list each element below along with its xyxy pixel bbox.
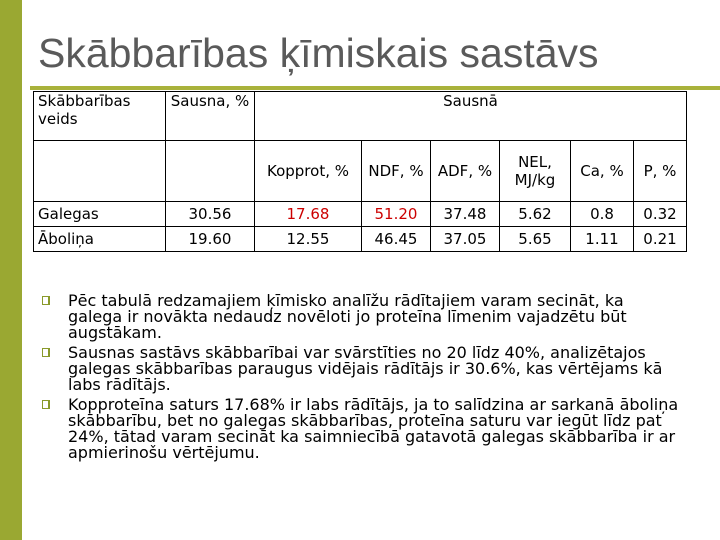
slide-title: Skābbarības ķīmiskais sastāvs <box>38 30 599 76</box>
cell-p: 0.21 <box>634 227 687 252</box>
header-nel: NEL, MJ/kg <box>500 141 571 202</box>
cell-ca: 0.8 <box>571 202 634 227</box>
cell-nel: 5.65 <box>500 227 571 252</box>
bullet-list <box>42 293 682 465</box>
cell-dry-matter: 19.60 <box>166 227 255 252</box>
table-row <box>34 227 687 252</box>
cell-ndf: 51.20 <box>362 202 431 227</box>
square-bullet-icon <box>42 348 50 357</box>
list-item <box>42 345 682 393</box>
cell-ca: 1.11 <box>571 227 634 252</box>
composition-table <box>33 91 687 252</box>
empty-cell <box>34 141 166 202</box>
bullet-text: Sausnas sastāvs skābbarībai var svārstīties no 20 līdz 40%, analizētajos galegas skābbarības paraugus vidējais rādītājs ir 30.6%, kas vērtējams kā labs rādītājs. <box>68 343 663 394</box>
header-ca: Ca, % <box>571 141 634 202</box>
table-header-row <box>34 92 687 141</box>
cell-crude-protein: 12.55 <box>255 227 362 252</box>
table-row <box>34 202 687 227</box>
list-item <box>42 293 682 341</box>
header-crude-protein: Kopprot, % <box>255 141 362 202</box>
header-in-dry-matter: Sausnā <box>255 92 687 141</box>
title-underline <box>30 86 720 90</box>
cell-dry-matter: 30.56 <box>166 202 255 227</box>
header-ndf: NDF, % <box>362 141 431 202</box>
list-item <box>42 397 682 461</box>
header-type: Skābbarības veids <box>34 92 166 141</box>
row-name: Galegas <box>34 202 166 227</box>
cell-ndf: 46.45 <box>362 227 431 252</box>
header-p: P, % <box>634 141 687 202</box>
row-name: Āboliņa <box>34 227 166 252</box>
cell-adf: 37.05 <box>431 227 500 252</box>
cell-crude-protein: 17.68 <box>255 202 362 227</box>
table-subheader-row <box>34 141 687 202</box>
cell-adf: 37.48 <box>431 202 500 227</box>
cell-p: 0.32 <box>634 202 687 227</box>
sidebar-accent <box>0 0 22 540</box>
bullet-text: Kopproteīna saturs 17.68% ir labs rādītājs, ja to salīdzina ar sarkanā āboliņa skābbarību, bet no galegas skābbarības, proteīna saturu var iegūt līdz pat 24%, tātad varam secināt ka saimniecībā gatavotā galegas skābbarība ir ar apmierinošu vērtējumu. <box>68 395 679 462</box>
empty-cell <box>166 141 255 202</box>
header-adf: ADF, % <box>431 141 500 202</box>
bullet-text: Pēc tabulā redzamajiem ķīmisko analīžu rādītajiem varam secināt, ka galega ir novākta nedaudz novēloti jo proteīna līmenim vajadzētu būt augstākam. <box>68 291 627 342</box>
cell-nel: 5.62 <box>500 202 571 227</box>
square-bullet-icon <box>42 400 50 409</box>
header-dry-matter: Sausna, % <box>166 92 255 141</box>
square-bullet-icon <box>42 296 50 305</box>
